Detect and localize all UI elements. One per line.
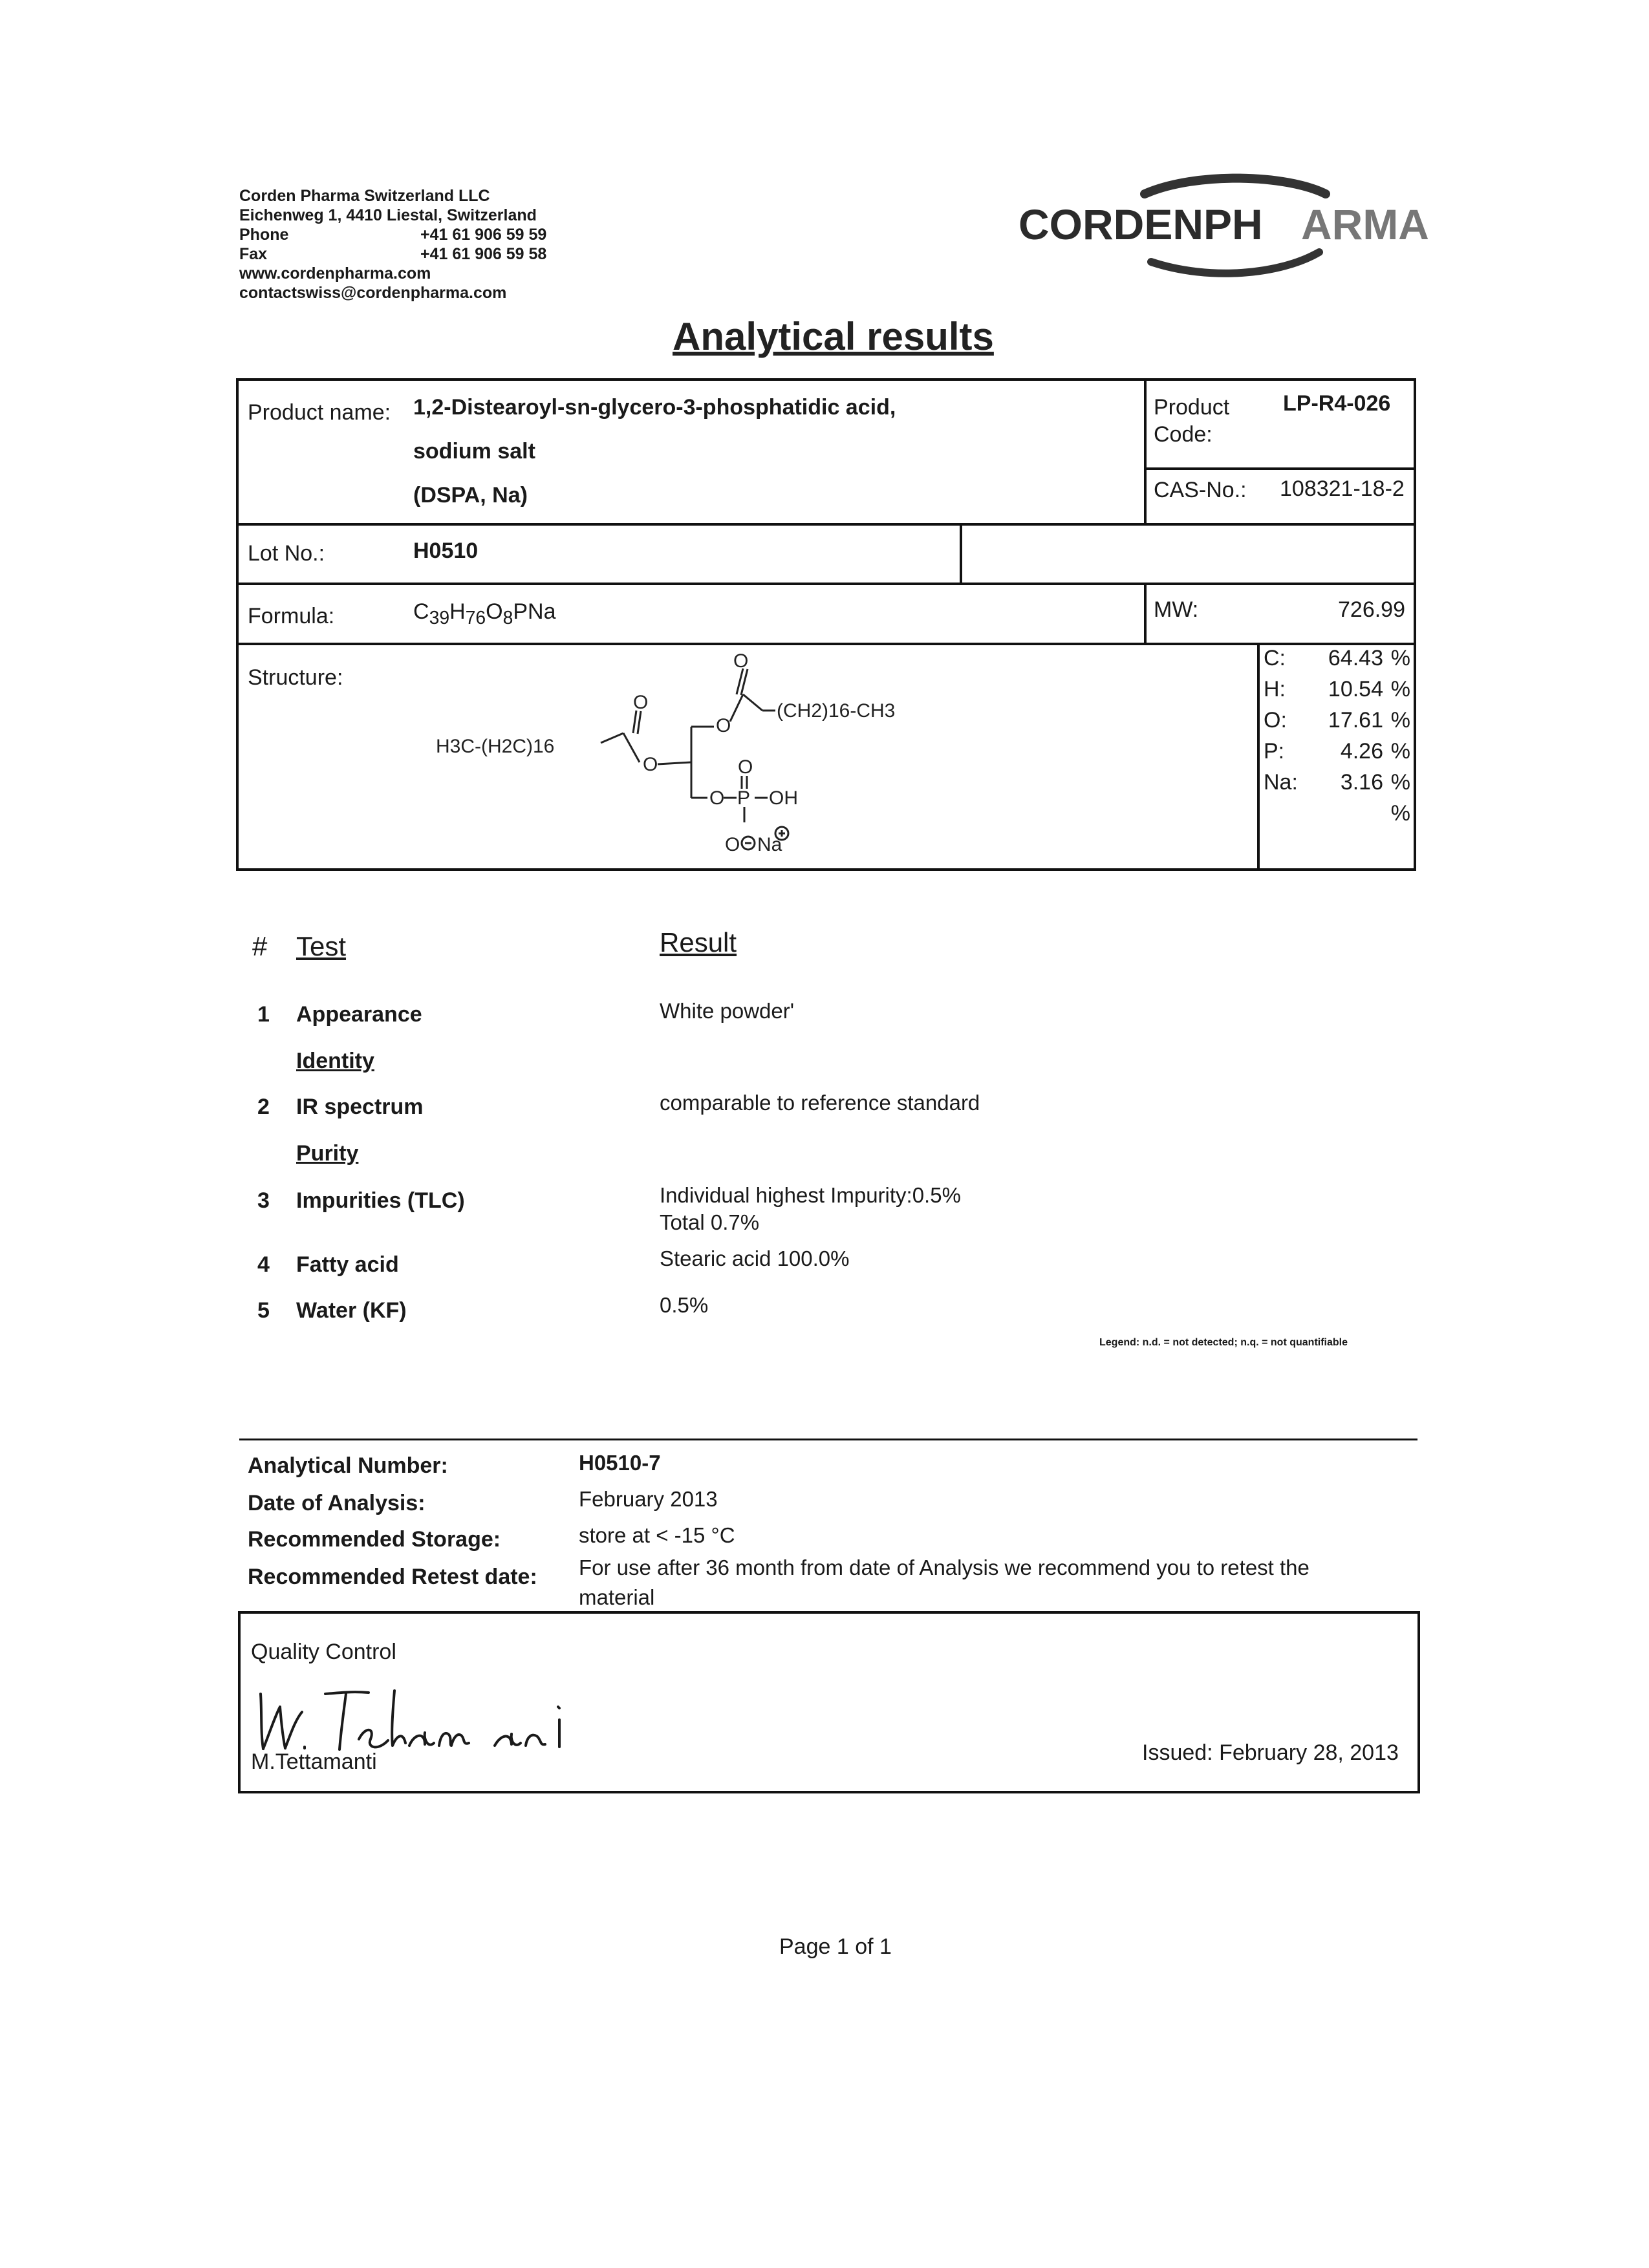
- product-name-line1: 1,2-Distearoyl-sn-glycero-3-phosphatidic acid,: [413, 395, 896, 420]
- structure-bond: [743, 694, 762, 711]
- test-section-heading: Identity: [296, 1049, 374, 1073]
- structure-bond: [638, 711, 641, 734]
- table-divider: [1144, 583, 1147, 643]
- table-divider: [239, 523, 1414, 526]
- structure-atom: O: [738, 756, 753, 778]
- cas-label: CAS-No.:: [1154, 478, 1247, 502]
- test-number: 1: [257, 1002, 270, 1027]
- composition-row: O: 17.61 %: [1264, 708, 1410, 733]
- chemical-structure-diagram: [413, 649, 1125, 866]
- structure-atom: O: [643, 754, 658, 775]
- formula-part: H: [449, 599, 466, 624]
- structure-bond: [623, 733, 640, 762]
- product-name-line2: sodium salt: [413, 439, 535, 464]
- quality-control-label: Quality Control: [251, 1640, 396, 1664]
- cordenpharma-logo: [1015, 175, 1429, 278]
- lot-value: H0510: [413, 539, 479, 563]
- structure-label: Structure:: [248, 665, 343, 690]
- structure-atom: Na: [757, 834, 782, 855]
- test-name: Water (KF): [296, 1298, 407, 1323]
- formula-part: O: [486, 599, 503, 624]
- mw-value: 726.99: [1338, 597, 1405, 622]
- table-divider: [1144, 381, 1147, 523]
- retest-value: For use after 36 month from date of Analysis we recommend you to retest the: [579, 1556, 1310, 1579]
- table-divider: [960, 523, 962, 583]
- company-name: Corden Pharma Switzerland LLC: [239, 187, 490, 205]
- company-address-block: [239, 186, 546, 303]
- test-number: 4: [257, 1252, 270, 1277]
- product-name-line3: (DSPA, Na): [413, 483, 528, 508]
- test-result: Stearic acid 100.0%: [660, 1246, 850, 1270]
- test-hash-header: #: [252, 931, 268, 961]
- retest-label: Recommended Retest date:: [248, 1565, 537, 1589]
- phone-number: +41 61 906 59 59: [420, 226, 547, 244]
- formula-subscript: 8: [502, 607, 513, 628]
- test-column-header: Test: [296, 931, 347, 961]
- structure-bond: [658, 762, 691, 764]
- legend-note: Legend: n.d. = not detected; n.q. = not quantifiable: [1099, 1337, 1348, 1348]
- section-divider: [239, 1439, 1417, 1440]
- test-name: Appearance: [296, 1002, 422, 1027]
- product-code-label: Product Code:: [1154, 395, 1230, 447]
- structure-bond: [730, 694, 743, 722]
- page-title: Analytical results: [673, 315, 994, 358]
- signer-name: M.Tettamanti: [251, 1749, 377, 1774]
- test-result: comparable to reference standard: [660, 1091, 980, 1115]
- structure-atom: O: [716, 715, 731, 736]
- fax-number: +41 61 906 59 58: [420, 245, 547, 263]
- product-code-value: LP-R4-026: [1283, 391, 1391, 416]
- formula-subscript: 76: [465, 607, 486, 628]
- table-divider: [1144, 467, 1414, 470]
- formula-part: C: [413, 599, 429, 624]
- composition-row: %: [1390, 801, 1410, 826]
- structure-atom: O: [709, 787, 725, 809]
- issued-date: Issued: February 28, 2013: [1142, 1740, 1399, 1765]
- structure-chain-label: (CH2)16-CH3: [777, 700, 896, 722]
- company-fax-row: [239, 244, 546, 264]
- product-name-label: Product name:: [248, 400, 391, 425]
- test-number: 3: [257, 1188, 270, 1213]
- lot-label: Lot No.:: [248, 541, 325, 566]
- structure-chain-label: H3C-(H2C)16: [436, 736, 555, 757]
- composition-row: C: 64.43 %: [1264, 646, 1410, 670]
- mw-label: MW:: [1154, 597, 1199, 622]
- page-number: Page 1 of 1: [779, 1934, 892, 1959]
- table-divider: [1257, 643, 1260, 868]
- structure-atom: O: [633, 692, 649, 713]
- company-phone-row: [239, 225, 546, 244]
- test-section-heading: Purity: [296, 1141, 359, 1166]
- formula-label: Formula:: [248, 604, 335, 628]
- composition-row: H: 10.54 %: [1264, 677, 1410, 701]
- test-result: Individual highest Impurity:0.5%: [660, 1183, 961, 1207]
- test-number: 5: [257, 1298, 270, 1323]
- test-result: 0.5%: [660, 1293, 709, 1317]
- logo-text-dark: CORDENPH: [1018, 200, 1263, 248]
- handwritten-signature: [255, 1681, 579, 1759]
- composition-row: Na: 3.16 %: [1264, 770, 1410, 795]
- test-number: 2: [257, 1095, 270, 1119]
- structure-atom: O: [733, 650, 749, 672]
- test-name: Fatty acid: [296, 1252, 399, 1277]
- formula-value: [413, 599, 556, 629]
- fax-label: Fax: [239, 245, 268, 263]
- company-website: www.cordenpharma.com: [239, 264, 431, 283]
- logo-text-light: ARMA: [1301, 200, 1429, 248]
- formula-subscript: 39: [429, 607, 450, 628]
- product-table: [236, 378, 1416, 871]
- result-column-header: Result: [660, 927, 737, 957]
- analysis-date-value: February 2013: [579, 1487, 718, 1511]
- test-result-line2: Total 0.7%: [660, 1210, 760, 1234]
- phone-label: Phone: [239, 226, 289, 244]
- test-result: White powder': [660, 999, 795, 1023]
- table-divider: [239, 643, 1414, 645]
- analytical-number-label: Analytical Number:: [248, 1453, 448, 1478]
- structure-atom: O: [725, 834, 740, 855]
- table-divider: [239, 583, 1414, 585]
- analytical-number-value: H0510-7: [579, 1451, 661, 1475]
- analysis-date-label: Date of Analysis:: [248, 1491, 426, 1515]
- composition-row: P: 4.26 %: [1264, 739, 1410, 764]
- storage-label: Recommended Storage:: [248, 1527, 501, 1552]
- elemental-composition: [1264, 646, 1416, 832]
- company-email: contactswiss@cordenpharma.com: [239, 284, 507, 302]
- test-name: IR spectrum: [296, 1095, 424, 1119]
- company-address: Eichenweg 1, 4410 Liestal, Switzerland: [239, 206, 537, 224]
- storage-value: store at < -15 °C: [579, 1523, 735, 1547]
- logo-graphic: [1015, 175, 1429, 278]
- cas-value: 108321-18-2: [1280, 476, 1405, 501]
- structure-bond: [633, 711, 636, 733]
- structure-atom: OH: [769, 787, 798, 809]
- structure-bond: [601, 733, 623, 743]
- formula-part: PNa: [513, 599, 556, 624]
- test-name: Impurities (TLC): [296, 1188, 465, 1213]
- retest-value-line2: material: [579, 1585, 655, 1609]
- structure-atom: P: [737, 787, 751, 809]
